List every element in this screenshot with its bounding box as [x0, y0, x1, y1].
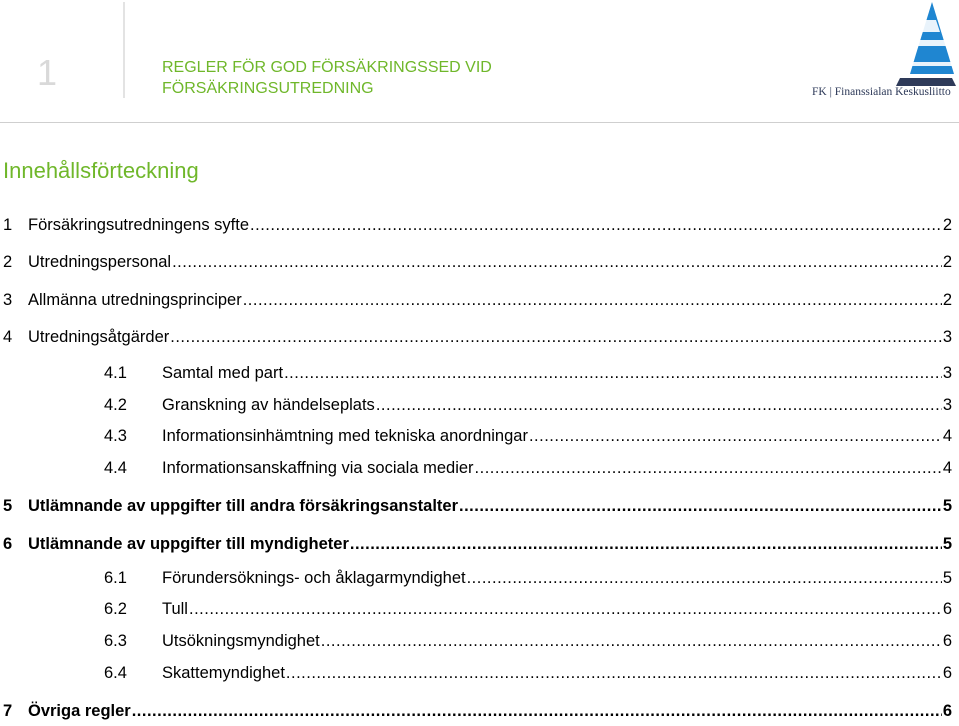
- toc-subentry[interactable]: [104, 632, 952, 656]
- toc-subentry[interactable]: [104, 427, 952, 451]
- toc-entry-number: 4.1: [104, 364, 127, 382]
- page-number: 1: [37, 52, 58, 93]
- toc-leader-dots: [321, 632, 942, 651]
- toc-entry-page: 5: [942, 497, 952, 515]
- document-title: [162, 57, 492, 99]
- toc-entry-text: Samtal med part: [162, 364, 284, 382]
- toc-entry-number: 4.4: [104, 459, 127, 477]
- toc-entry-page: 4: [942, 427, 952, 445]
- toc-entry-page: 6: [942, 664, 952, 682]
- toc-entry-text: Granskning av händelseplats: [162, 396, 375, 414]
- fk-logo-icon: [896, 2, 956, 86]
- toc-entry-page: 2: [942, 216, 952, 234]
- toc-entry-page: 6: [942, 632, 952, 650]
- toc-entry-text: Förundersöknings- och åklagarmyndighet: [162, 569, 466, 587]
- toc-subentry[interactable]: [104, 600, 952, 624]
- toc-entry-number: 5: [3, 497, 13, 515]
- header-rule: [0, 122, 959, 123]
- toc-leader-dots: [170, 328, 942, 347]
- toc-title: Innehållsförteckning: [3, 158, 199, 183]
- toc-entry-number: 7: [3, 702, 13, 720]
- page-header: [0, 0, 959, 122]
- toc-entry[interactable]: [0, 535, 952, 559]
- toc-entry[interactable]: [0, 702, 952, 726]
- toc-entry-page: 2: [942, 291, 952, 309]
- toc-entry[interactable]: [0, 291, 952, 315]
- toc-leader-dots: [286, 664, 942, 683]
- toc-entry-number: 4.3: [104, 427, 127, 445]
- toc-entry-number: 6.2: [104, 600, 127, 618]
- toc-entry-text: Tull: [162, 600, 188, 618]
- toc-leader-dots: [250, 216, 942, 235]
- toc-entry-page: 5: [942, 535, 952, 553]
- toc-leader-dots: [475, 459, 942, 478]
- toc-subentry[interactable]: [104, 396, 952, 420]
- toc-leader-dots: [529, 427, 942, 446]
- toc-entry-text: Utsökningsmyndighet: [162, 632, 320, 650]
- toc-entry[interactable]: [0, 216, 952, 240]
- toc-leader-dots: [132, 702, 942, 721]
- toc-subentry[interactable]: [104, 459, 952, 483]
- toc-subentry[interactable]: [104, 664, 952, 688]
- toc-entry-text: Utredningsåtgärder: [28, 328, 170, 346]
- toc-entry-page: 2: [942, 253, 952, 271]
- toc-entry[interactable]: [0, 253, 952, 277]
- toc-leader-dots: [350, 535, 942, 554]
- toc-leader-dots: [376, 396, 942, 415]
- toc-subentry[interactable]: [104, 569, 952, 593]
- toc-entry-number: 6: [3, 535, 13, 553]
- toc-entry-number: 4.2: [104, 396, 127, 414]
- toc-leader-dots: [467, 569, 942, 588]
- toc-entry-text: Utredningspersonal: [28, 253, 172, 271]
- toc-leader-dots: [172, 253, 942, 272]
- toc-entry[interactable]: [0, 497, 952, 521]
- toc-entry-page: 3: [942, 328, 952, 346]
- toc-entry-text: Allmänna utredningsprinciper: [28, 291, 242, 309]
- document-title-line-2: FÖRSÄKRINGSUTREDNING: [162, 80, 374, 97]
- toc-subentry[interactable]: [104, 364, 952, 388]
- toc-entry-number: 6.1: [104, 569, 127, 587]
- toc-entry-page: 3: [942, 364, 952, 382]
- toc-entry-text: Informationsanskaffning via sociala medier: [162, 459, 474, 477]
- fk-logo-text: FK | Finanssialan Keskusliitto: [812, 86, 951, 98]
- toc-entry-number: 2: [3, 253, 13, 271]
- toc-entry-page: 3: [942, 396, 952, 414]
- toc-entry-text: Försäkringsutredningens syfte: [28, 216, 250, 234]
- toc-entry-number: 6.3: [104, 632, 127, 650]
- toc-leader-dots: [284, 364, 942, 383]
- toc-entry-text: Informationsinhämtning med tekniska anordningar: [162, 427, 528, 445]
- header-divider: [123, 2, 125, 98]
- document-title-line-1: REGLER FÖR GOD FÖRSÄKRINGSSED VID: [162, 59, 492, 76]
- toc-entry-text: Övriga regler: [28, 702, 131, 720]
- toc-entry-page: 6: [942, 600, 952, 618]
- toc-leader-dots: [459, 497, 942, 516]
- toc-entry-number: 1: [3, 216, 13, 234]
- toc-entry-number: 4: [3, 328, 13, 346]
- toc-entry-page: 4: [942, 459, 952, 477]
- toc-entry-number: 6.4: [104, 664, 127, 682]
- toc-entry-text: Utlämnande av uppgifter till andra försäkringsanstalter: [28, 497, 459, 515]
- toc-entry-page: 6: [942, 702, 952, 720]
- toc-leader-dots: [189, 600, 942, 619]
- toc-entry-page: 5: [942, 569, 952, 587]
- fk-logo: [812, 2, 957, 102]
- toc-entry-text: Utlämnande av uppgifter till myndigheter: [28, 535, 349, 553]
- toc-entry[interactable]: [0, 328, 952, 352]
- toc-entry-number: 3: [3, 291, 13, 309]
- toc-leader-dots: [243, 291, 942, 310]
- toc-entry-text: Skattemyndighet: [162, 664, 285, 682]
